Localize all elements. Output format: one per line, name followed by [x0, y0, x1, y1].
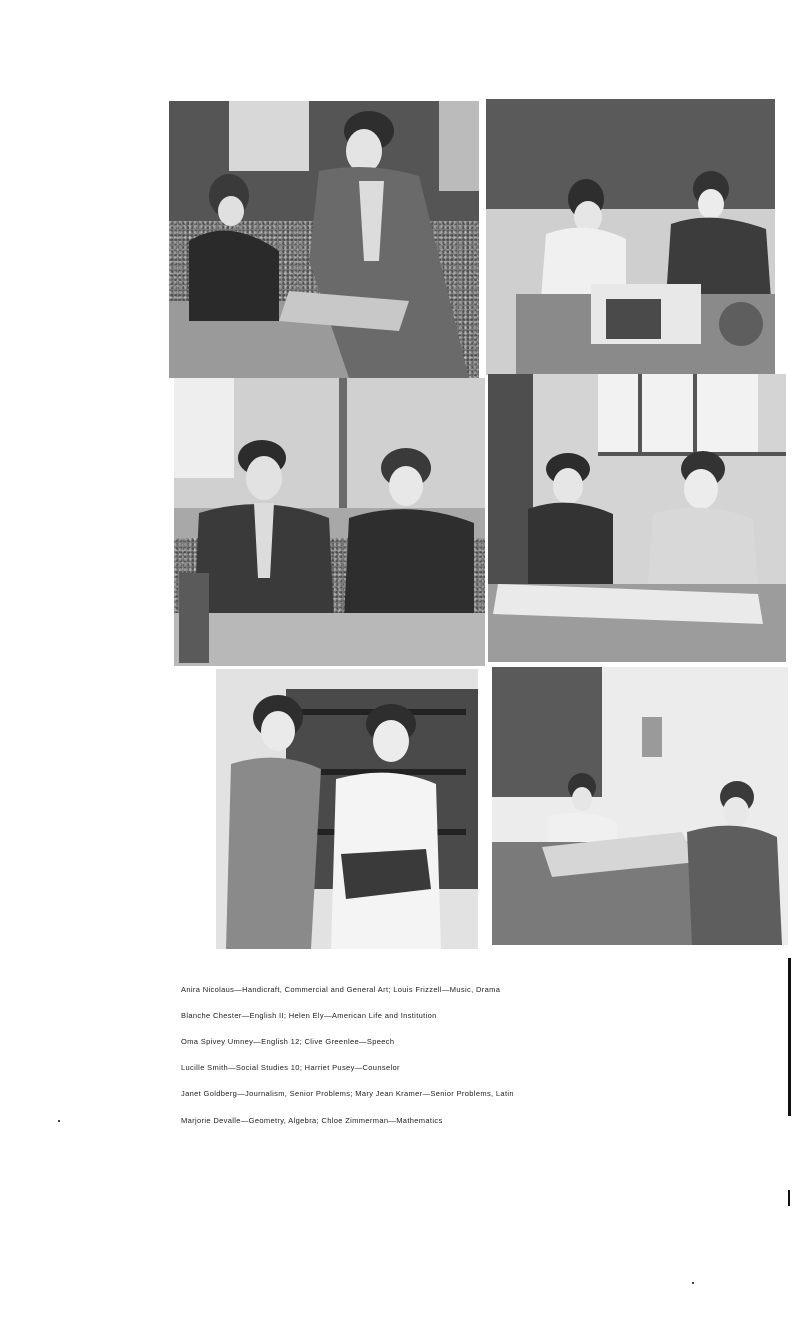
caption-line-4: Lucille Smith—Social Studies 10; Harriet Pusey—Counselor: [181, 1063, 400, 1072]
caption-line-1: Anira Nicolaus—Handicraft, Commercial and General Art; Louis Frizzell—Music, Drama: [181, 985, 501, 994]
caption-line-2: Blanche Chester—English II; Helen Ely—American Life and Institution: [181, 1011, 437, 1020]
scan-speck: [58, 1120, 60, 1122]
caption-line-5: Janet Goldberg—Journalism, Senior Problems; Mary Jean Kramer—Senior Problems, Latin: [181, 1089, 514, 1098]
photo-bottom-right: [492, 667, 788, 945]
photo-top-right: [486, 99, 775, 375]
photo-middle-right: [488, 374, 786, 662]
caption-line-3: Oma Spivey Umney—English 12; Clive Greenlee—Speech: [181, 1037, 395, 1046]
photo-middle-left: [174, 378, 485, 666]
scan-speck: [692, 1282, 694, 1284]
scan-edge-rule: [788, 958, 791, 1116]
photo-bottom-left: [216, 669, 478, 949]
scan-edge-mark: [788, 1190, 790, 1206]
caption-line-6: Marjorie Devalle—Geometry, Algebra; Chloe Zimmerman—Mathematics: [181, 1116, 443, 1125]
photo-top-left: [169, 101, 479, 378]
